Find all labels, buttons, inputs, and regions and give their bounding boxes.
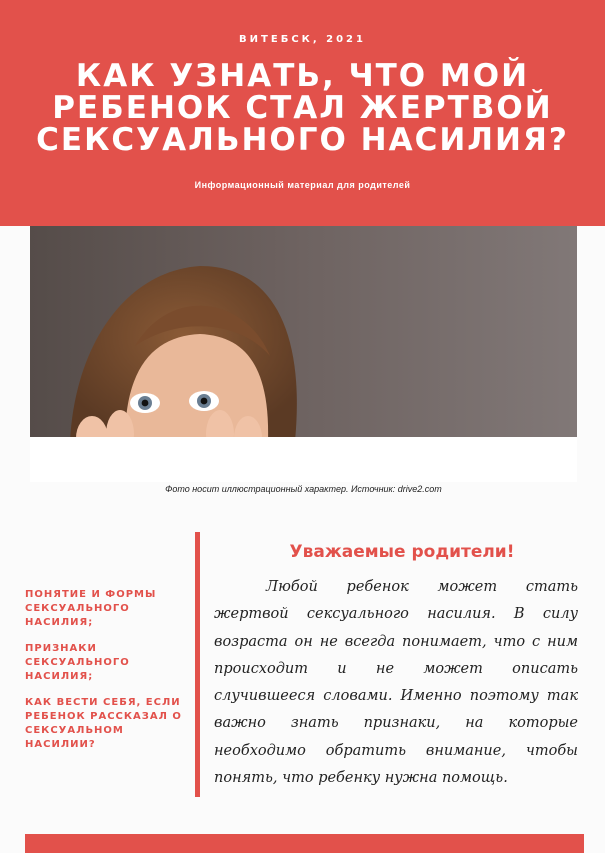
- sidebar-item-how-to-behave[interactable]: КАК ВЕСТИ СЕБЯ, ЕСЛИ РЕБЕНОК РАССКАЗАЛ О СЕКСУАЛЬНОМ НАСИЛИИ?: [25, 697, 182, 750]
- greeting-heading: Уважаемые родители!: [289, 542, 515, 562]
- page-subtitle: Информационный материал для родителей: [194, 180, 411, 190]
- illustration-photo: [30, 226, 577, 482]
- header-banner: [0, 0, 605, 226]
- divider-line: [195, 532, 200, 797]
- intro-paragraph: Любой ребенок может стать жертвой сексуального насилия. В силу возраста он не всегда понимает, что с ним происходит и не может описать случившееся словами. Именно поэтому так важно знать признаки, на которые необходимо обратить внимание, чтобы понять, что ребенку нужна помощь.: [214, 579, 578, 787]
- page-title: КАК УЗНАТЬ, ЧТО МОЙ РЕБЕНОК СТАЛ ЖЕРТВОЙ СЕКСУАЛЬНОГО НАСИЛИЯ?: [36, 58, 569, 158]
- photo-caption: Фото носит иллюстрационный характер. Источник: drive2.com: [165, 484, 442, 494]
- sidebar-item-definitions[interactable]: ПОНЯТИЕ И ФОРМЫ СЕКСУАЛЬНОГО НАСИЛИЯ;: [25, 589, 157, 628]
- sidebar-topics: [25, 588, 195, 764]
- child-peeking-image: [30, 226, 577, 482]
- city-year: ВИТЕБСК, 2021: [239, 34, 366, 45]
- footer-bar: [25, 834, 584, 853]
- sidebar-item-signs[interactable]: ПРИЗНАКИ СЕКСУАЛЬНОГО НАСИЛИЯ;: [25, 643, 130, 682]
